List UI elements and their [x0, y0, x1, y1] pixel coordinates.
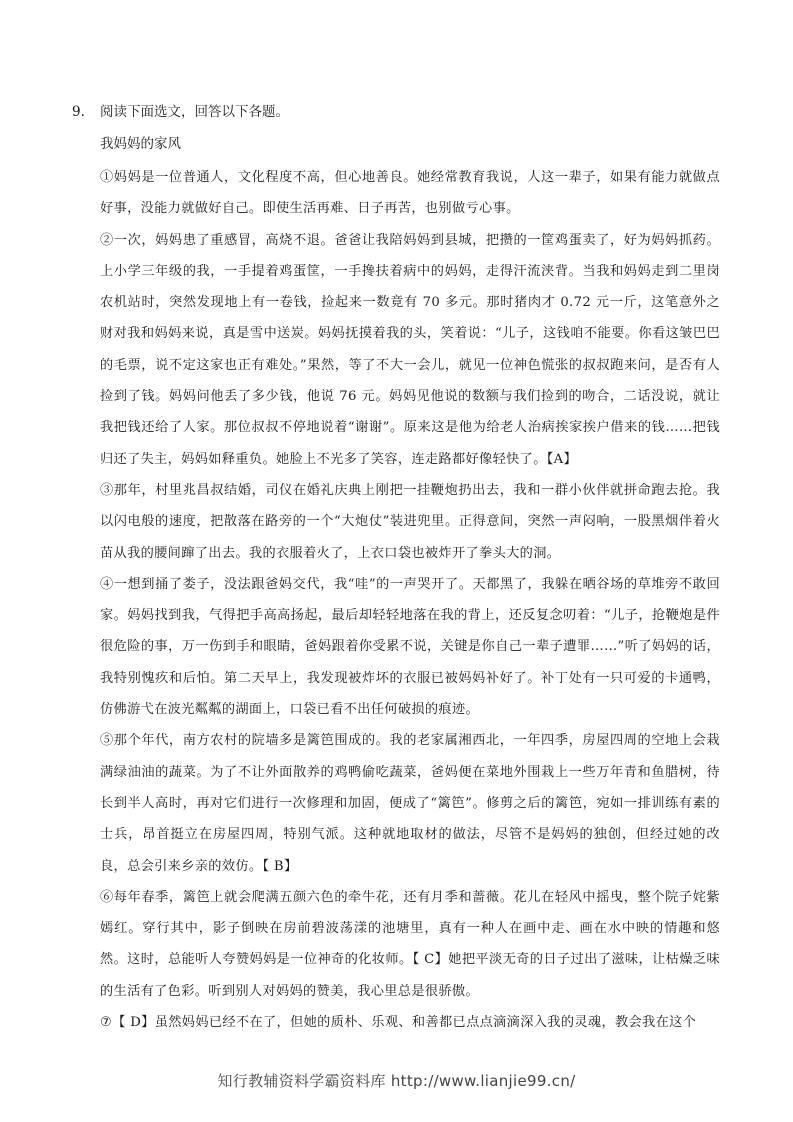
- question-prompt: 阅读下面选文，回答以下各题。: [100, 104, 289, 120]
- paragraph-2: ②一次，妈妈患了重感冒，高烧不退。爸爸让我陪妈妈到县城，把攒的一筐鸡蛋卖了，好为妈妈抓药。上小学三年级的我，一手提着鸡蛋筐，一手搀扶着病中的妈妈，走得汗流浃背。当我和妈妈走到二里岗农机站时，突然发现地上有一卷钱，捡起来一数竟有 70 多元。那时猪肉才 0.72 元一斤，这笔意外之财对我和妈妈来说，真是雪中送炭。妈妈抚摸着我的头，笑着说：“儿子，这钱咱不能要。你看这皱巴巴的毛票，说不定这家也正有难处。”果然，等了不大一会儿，就见一位神色慌张的叔叔跑来问，是否有人捡到了钱。妈妈问他丢了多少钱，他说 76 元。妈妈见他说的数额与我们捡到的吻合，二话没说，就让我把钱还给了人家。那位叔叔不停地说着“谢谢”。原来这是他为给老人治病挨家挨户借来的钱……把钱归还了失主，妈妈如释重负。她脸上不光多了笑容，连走路都好像轻快了。【A】: [100, 232, 720, 467]
- paragraph-6: ⑥每年春季，篱笆上就会爬满五颜六色的牵牛花，还有月季和蔷薇。花儿在轻风中摇曳，整个院子姹紫嫣红。穿行其中，影子倒映在房前碧波荡漾的池塘里，真有一种人在画中走、画在水中映的情趣和悠然。这时，总能听人夸赞妈妈是一位神奇的化妆师。【 C】她把平淡无奇的日子过出了滋味，让枯燥乏味的生活有了色彩。听到别人对妈妈的赞美，我心里总是很骄傲。: [100, 889, 720, 999]
- paragraph-3: ③那年，村里兆昌叔结婚，司仪在婚礼庆典上刚把一挂鞭炮扔出去，我和一群小伙伴就拼命跑去抢。我以闪电般的速度，把散落在路旁的一个“大炮仗”装进兜里。正得意间，突然一声闷响，一股黑烟伴着火苗从我的腰间蹿了出去。我的衣服着火了，上衣口袋也被炸开了拳头大的洞。: [100, 482, 720, 561]
- paragraph-1: ①妈妈是一位普通人，文化程度不高，但心地善良。她经常教育我说，人这一辈子，如果有能力就做点好事，没能力就做好自己。即使生活再难、日子再苦，也别做亏心事。: [100, 170, 720, 217]
- passage-body: [100, 162, 720, 1038]
- paragraph-4: ④一想到捅了娄子，没法跟爸妈交代，我“哇”的一声哭开了。天都黑了，我躲在晒谷场的草堆旁不敢回家。妈妈找到我，气得把手高高扬起，最后却轻轻地落在我的背上，还反复念叨着：“儿子，抢鞭炮是件很危险的事，万一伤到手和眼睛，爸妈跟着你受累不说，关键是你自己一辈子遭罪……”听了妈妈的话，我特别愧疚和后怕。第二天早上，我发现被炸坏的衣服已被妈妈补好了。补丁处有一只可爱的卡通鸭，仿佛游弋在波光粼粼的湖面上，口袋已看不出任何破损的痕迹。: [100, 576, 720, 718]
- footer-watermark: 知行教辅资料学霸资料库 http://www.lianjie99.cn/: [217, 1072, 576, 1090]
- question-number: 9.: [72, 104, 85, 120]
- passage-title: 我妈妈的家风: [100, 136, 181, 152]
- paragraph-7: ⑦【 D】虽然妈妈已经不在了，但她的质朴、乐观、和善都已点点滴滴深入我的灵魂，教会我在这个: [100, 1015, 697, 1031]
- paragraph-5: ⑤那个年代，南方农村的院墙多是篱笆围成的。我的老家属湘西北，一年四季，房屋四周的空地上会栽满绿油油的蔬菜。为了不让外面散养的鸡鸭偷吃蔬菜，爸妈便在菜地外围栽上一些万年青和鱼腊树，待长到半人高时，再对它们进行一次修理和加固，便成了“篱笆”。修剪之后的篱笆，宛如一排训练有素的士兵，昂首挺立在房屋四周，特别气派。这种就地取材的做法，尽管不是妈妈的独创，但经过她的改良，总会引来乡亲的效仿。【 B】: [100, 733, 720, 874]
